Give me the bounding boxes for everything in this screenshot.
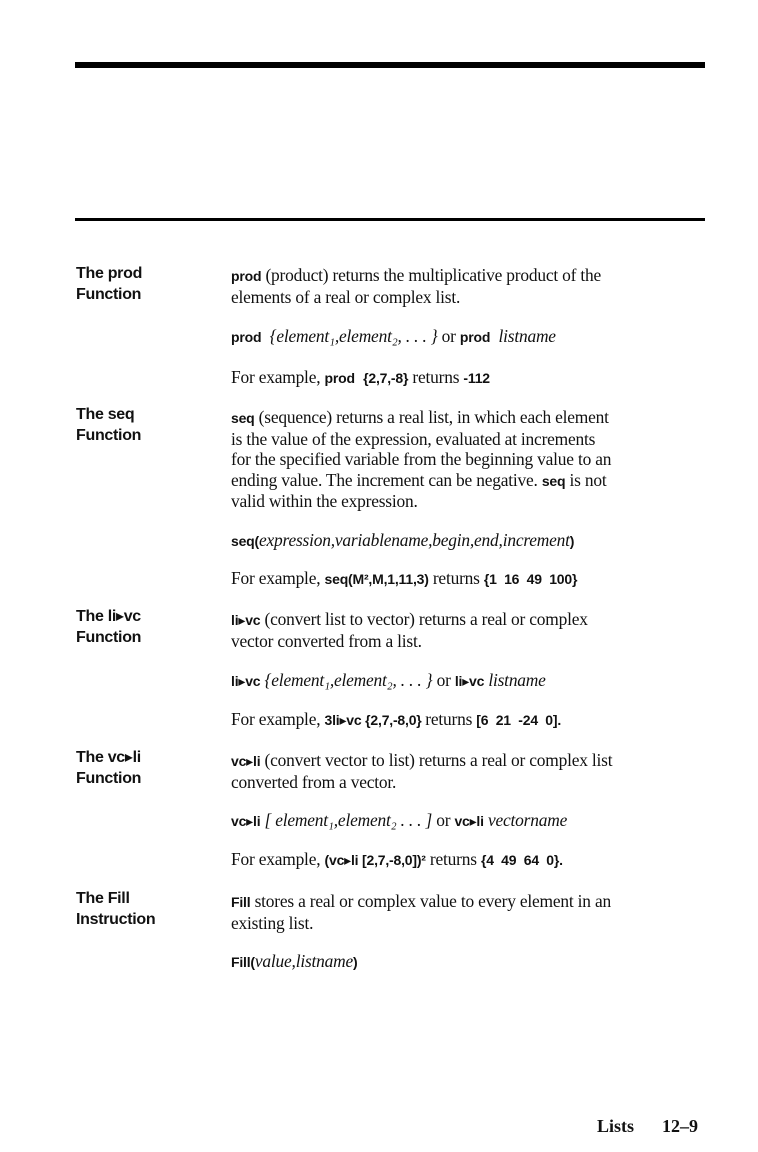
prod-description: prod (product) returns the multiplicative product of the elements of a real or complex list. — [231, 265, 602, 307]
fill-description: Fill stores a real or complex value to every element in an existing list. — [231, 891, 611, 933]
vcli-example: For example, (vc▸li [2,7,-8,0])² returns {4 49 64 0}. — [231, 849, 563, 869]
vcli-description: vc▸li (convert vector to list) returns a real or complex list converted from a vector. — [231, 750, 613, 792]
seq-example: For example, seq(M²,M,1,11,3) returns {1 16 49 100} — [231, 568, 578, 588]
prod-syntax: prod {element₁,element₂, . . . } or prod listname — [231, 326, 556, 346]
heading-seq-function: The seq Function — [76, 406, 142, 444]
fill-syntax: Fill(value,listname) — [231, 951, 358, 971]
heading-prod-function: The prod Function — [76, 265, 143, 303]
seq-description: seq (sequence) returns a real list, in which each element is the value of the expression, evaluated at increments for the specified variable from the beginning value to an ending value. The increment can be negative. seq is not valid within the expression. — [231, 407, 612, 511]
seq-syntax: seq(expression,variablename,begin,end,increment) — [231, 530, 575, 550]
vcli-syntax: vc▸li [ element₁,element₂ . . . ] or vc▸li vectorname — [231, 810, 568, 830]
livc-description: li▸vc (convert list to vector) returns a real or complex vector converted from a list. — [231, 609, 588, 651]
page-number: 12–9 — [662, 1116, 698, 1136]
livc-example: For example, 3li▸vc {2,7,-8,0} returns [6 21 -24 0]. — [231, 709, 562, 729]
chapter-name: Lists — [596, 1116, 634, 1136]
livc-syntax: li▸vc {element₁,element₂, . . . } or li▸vc listname — [231, 670, 546, 690]
heading-livc-function: The li▸vc Function — [76, 608, 142, 646]
prod-example: For example, prod {2,7,-8} returns -112 — [231, 367, 490, 387]
header-rule-thin — [75, 218, 705, 221]
page-footer — [597, 1116, 698, 1137]
heading-vcli-function: The vc▸li Function — [76, 749, 142, 787]
header-rule-thick — [75, 62, 705, 68]
heading-fill-instruction: The Fill Instruction — [76, 890, 156, 928]
